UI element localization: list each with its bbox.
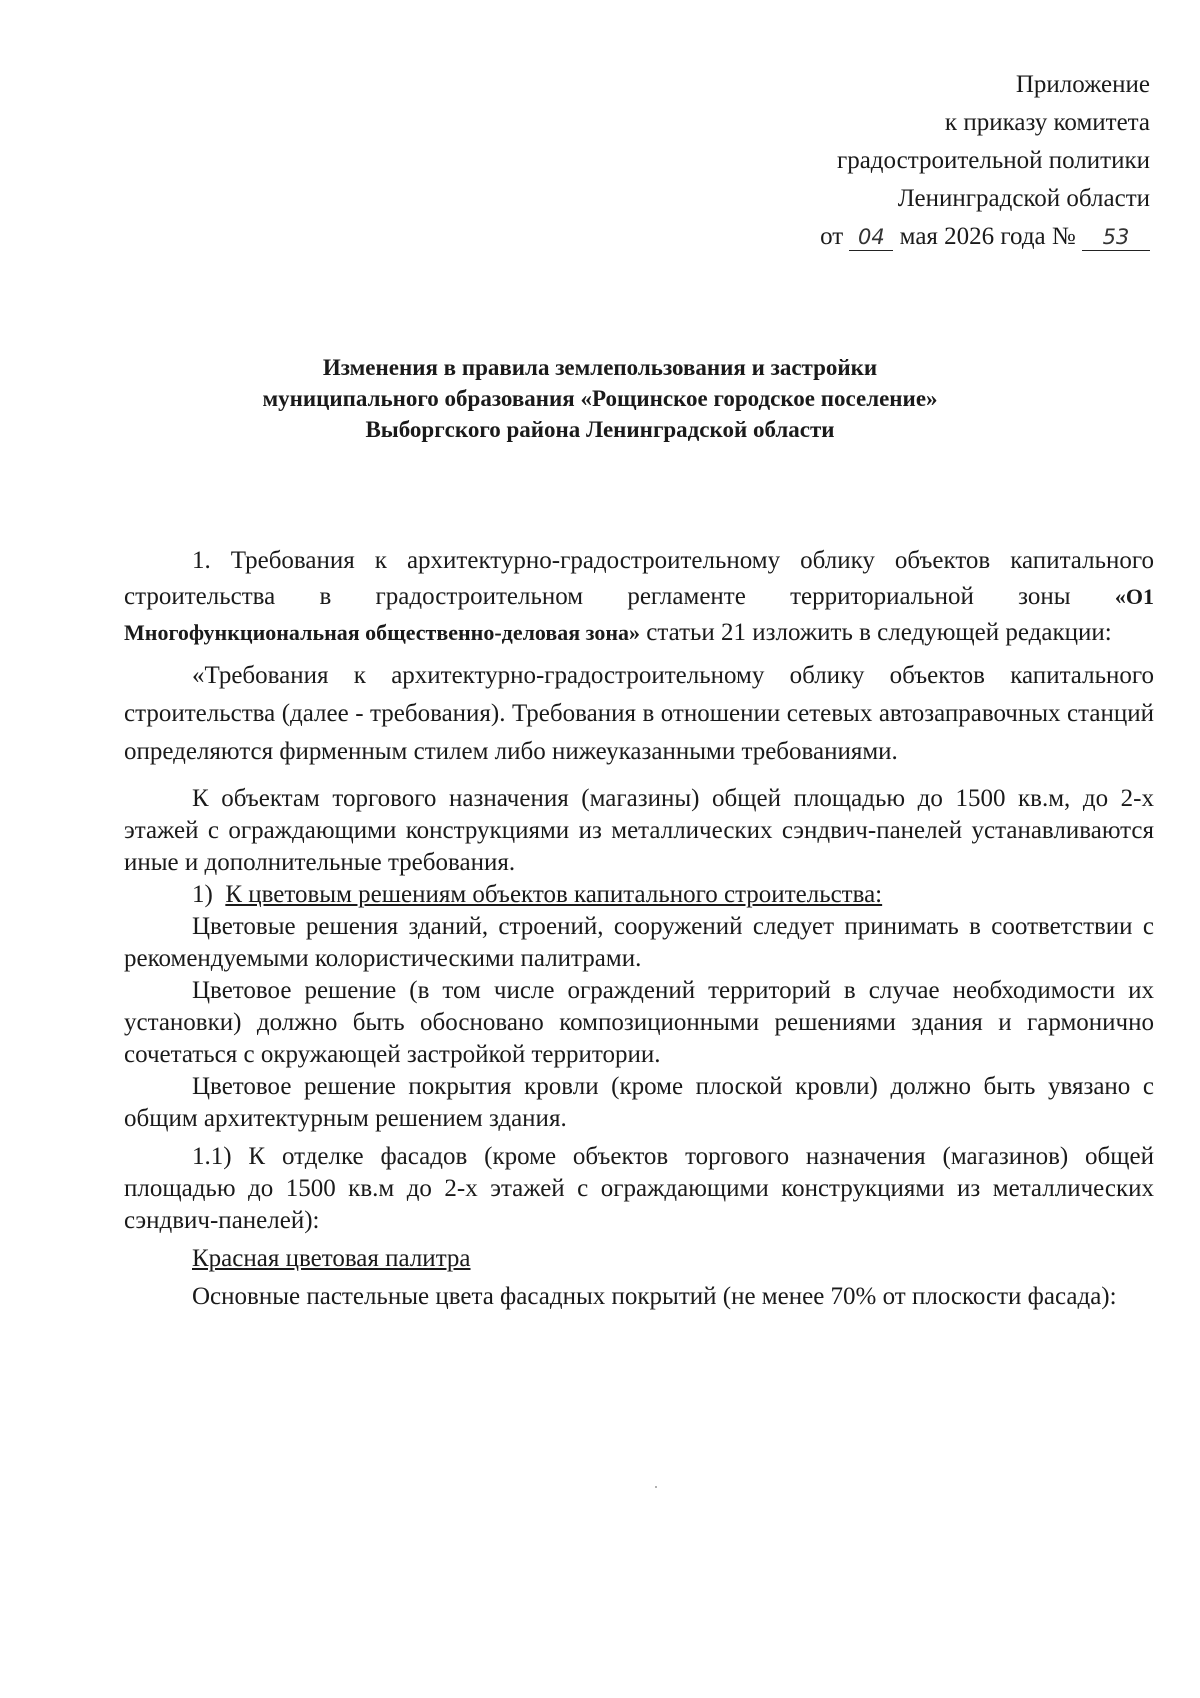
scan-speck [655, 1486, 657, 1488]
title-line: Изменения в правила землепользования и застройки [322, 355, 878, 380]
handwritten-order-number: 53 [1082, 224, 1150, 251]
heading-1-number: 1) [192, 881, 213, 908]
p1-end: статьи 21 изложить в следующей редакции: [646, 619, 1112, 646]
appendix-line: градостроительной политики [836, 147, 1150, 174]
paragraph-4: Цветовые решения зданий, строений, сооружений следует принимать в соответствии с рекомендуемыми колористическими палитрами. [124, 913, 1154, 972]
paragraph-6: Цветовое решение покрытия кровли (кроме плоской кровли) должно быть увязано с общим архитектурным решением здания. [124, 1073, 1154, 1132]
appendix-line: к приказу комитета [944, 109, 1150, 136]
document-body [124, 543, 1154, 1313]
paragraph-1 [124, 543, 1154, 651]
zone-name: «О1 Многофункциональная общественно-деловая зона» [124, 584, 1154, 645]
heading-2 [124, 1243, 1154, 1275]
heading-1-text: К цветовым решениям объектов капитального строительства: [225, 881, 883, 908]
heading-1 [124, 879, 1154, 911]
date-middle: мая 2026 года № [899, 223, 1076, 250]
paragraph-5: Цветовое решение (в том числе ограждений территорий в случае необходимости их установки) должно быть обосновано композиционными решениями здания и гармонично сочетаться с окружающей застройкой территории. [124, 977, 1154, 1068]
appendix-line: Приложение [1015, 71, 1150, 98]
title-line: Выборгского района Ленинградской области [365, 417, 835, 442]
paragraph-8: Основные пастельные цвета фасадных покрытий (не менее 70% от плоскости фасада): [192, 1283, 1117, 1310]
paragraph-2: «Требования к архитектурно-градостроительному облику объектов капитального строительства (далее - требования). Требования в отношении сетевых автозаправочных станций определяются фирменным стилем либо нижеуказанными требованиями. [124, 662, 1154, 765]
appendix-header [820, 66, 1150, 256]
paragraph-3: К объектам торгового назначения (магазины) общей площадью до 1500 кв.м, до 2-х этажей с ограждающими конструкциями из металлических сэндвич-панелей устанавливаются иные и дополнительные требования. [124, 785, 1154, 876]
document-title [0, 352, 1200, 445]
handwritten-day: 04 [849, 224, 893, 251]
paragraph-7: 1.1) К отделке фасадов (кроме объектов торгового назначения (магазинов) общей площадью до 1500 кв.м до 2-х этажей с ограждающими конструкциями из металлических сэндвич-панелей): [124, 1143, 1154, 1234]
appendix-line: Ленинградской области [897, 185, 1150, 212]
p1-start: 1. Требования к архитектурно-градостроительному облику объектов капитального строительства в градостроительном регламенте территориальной зоны [124, 547, 1154, 610]
title-line: муниципального образования «Рощинское городское поселение» [262, 386, 938, 411]
date-prefix: от [820, 223, 844, 250]
palette-heading: Красная цветовая палитра [192, 1245, 471, 1272]
appendix-date-line [820, 218, 1150, 256]
